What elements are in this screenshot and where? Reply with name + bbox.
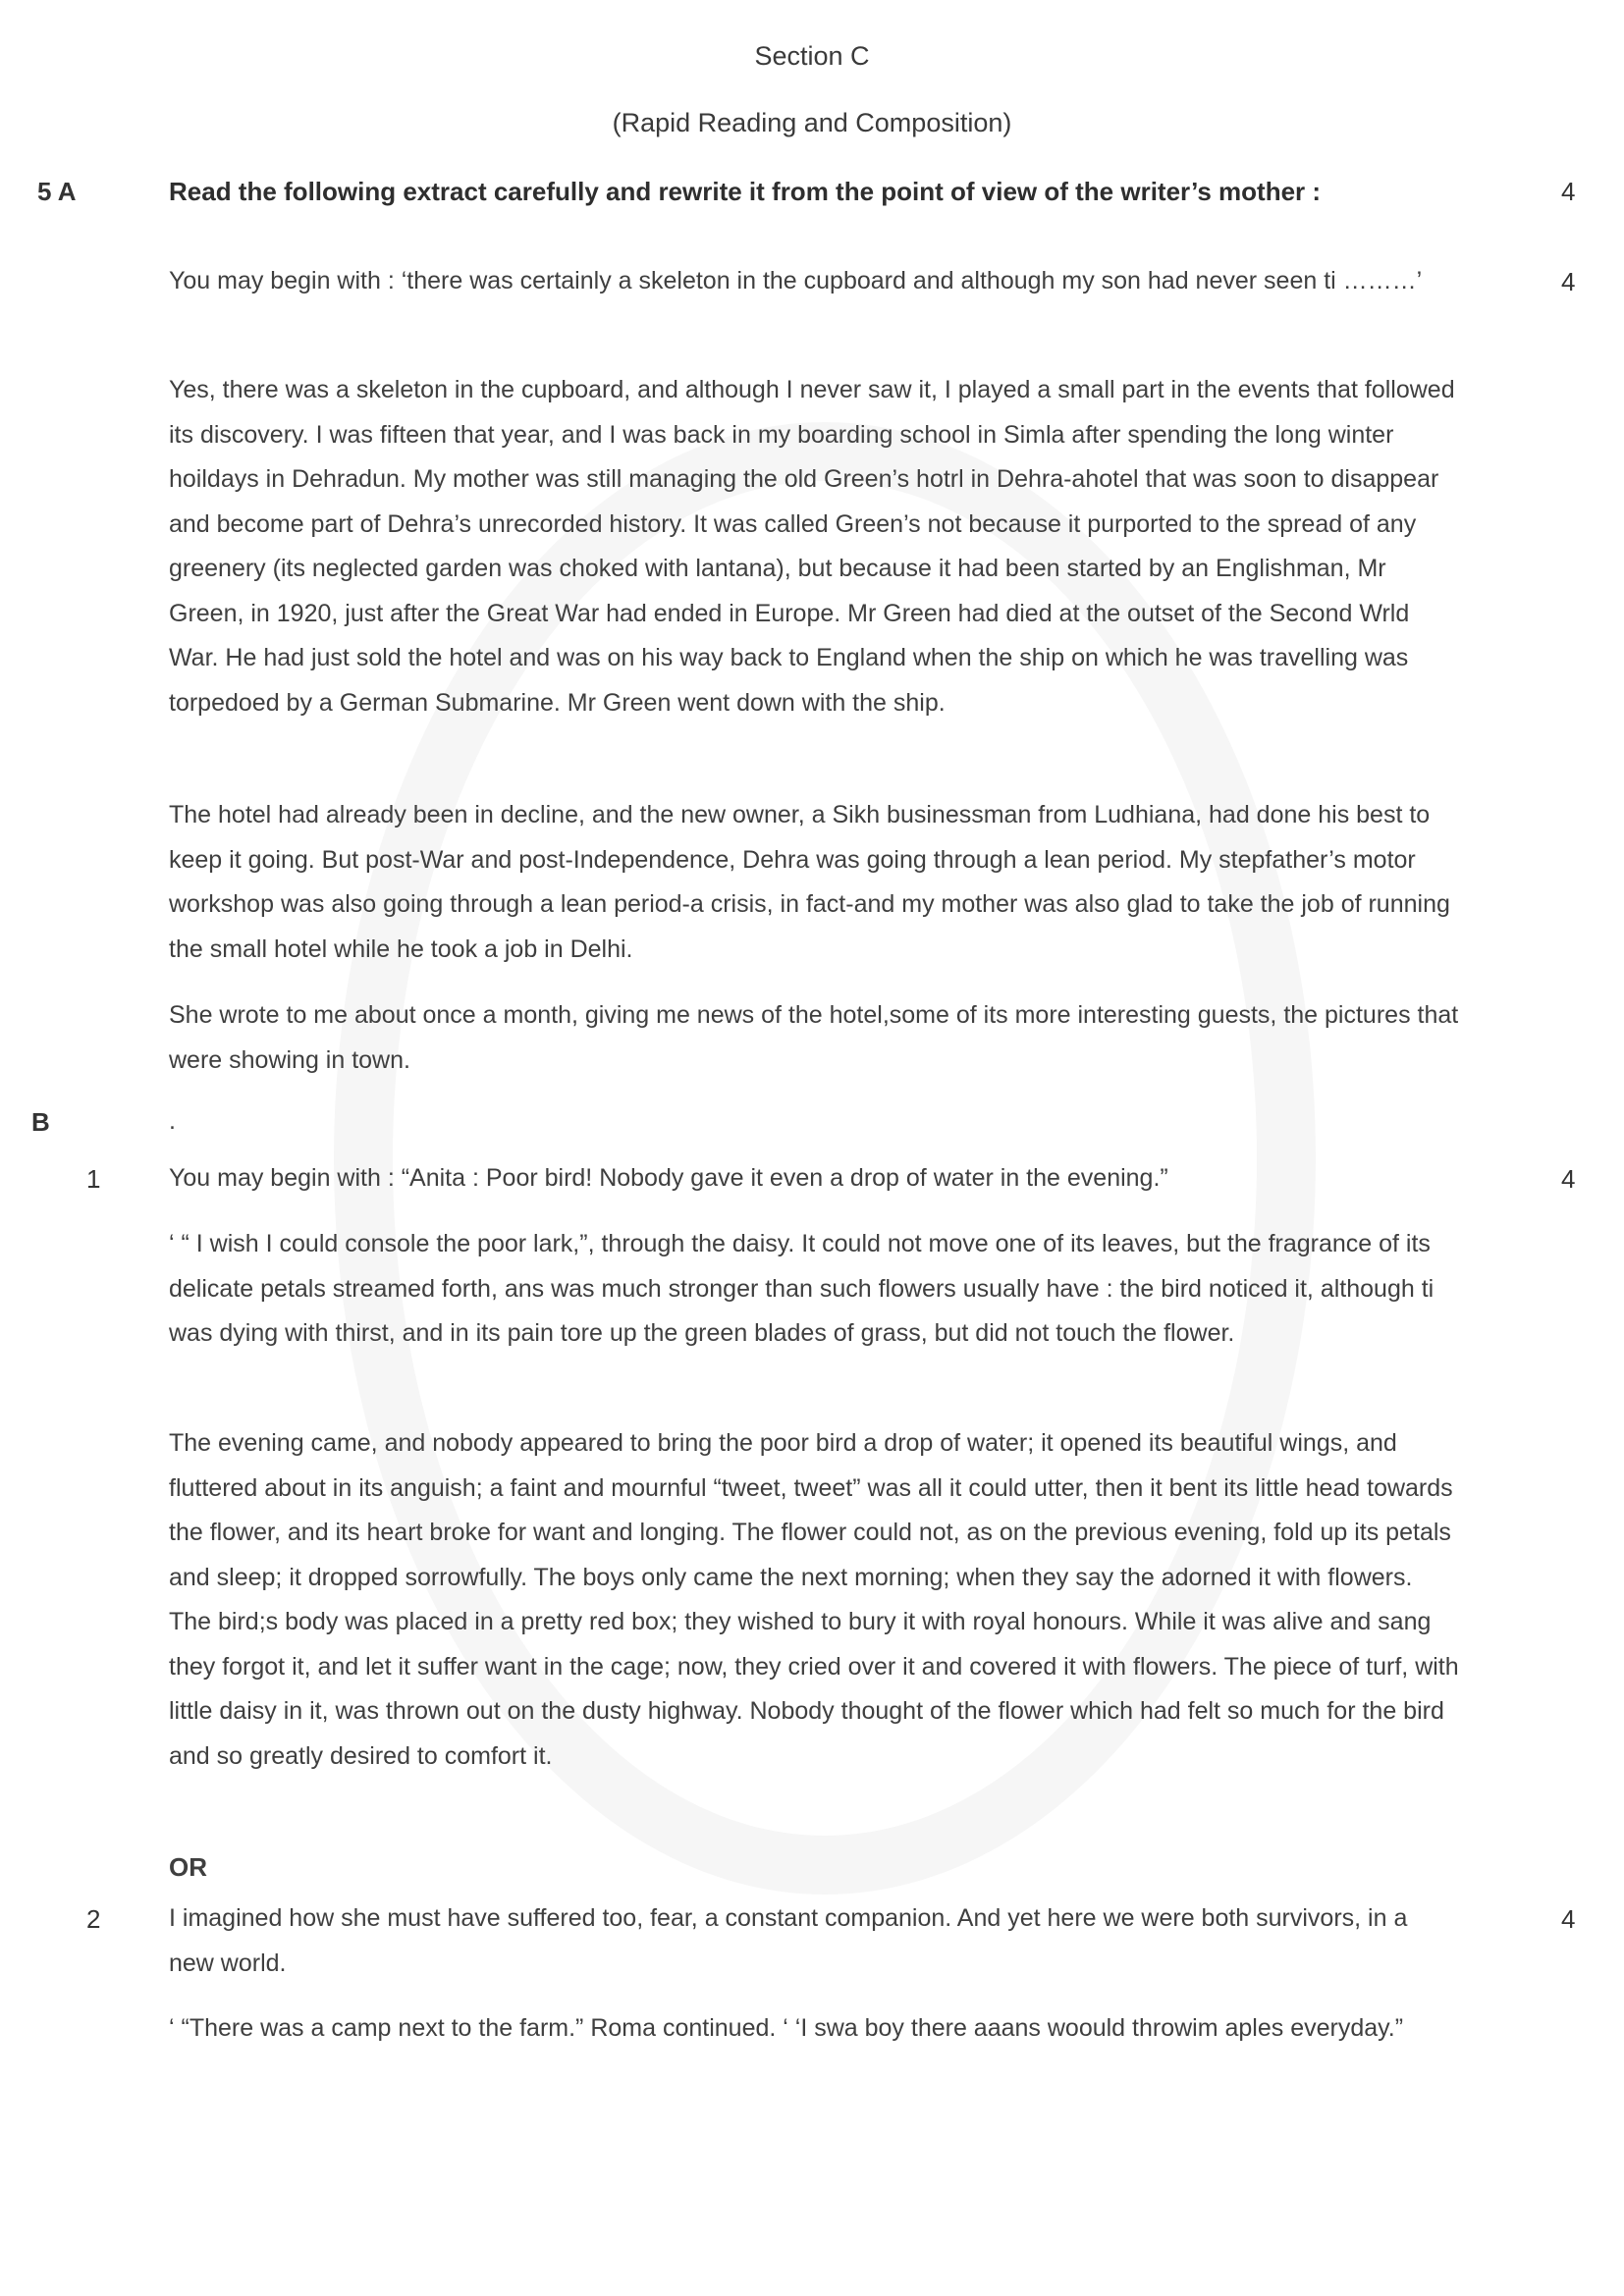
question-b2-marks: 4: [1561, 1904, 1576, 1934]
extract-b1-paragraph-1: ‘ “ I wish I could console the poor lark,”, through the daisy. It could not move one of its leaves, but the fragrance of its delicate petals streamed forth, ans was much stronger than such flowers usually have : the bird noticed it, although ti was dying with thirst, and in its pain tore up the green blades of grass, but did not touch the flower.: [169, 1230, 1435, 1347]
question-b2-text: I imagined how she must have suffered too, fear, a constant companion. And yet here we were both survivors, in a new world.: [169, 1904, 1408, 1977]
extract-5a-paragraph-3: She wrote to me about once a month, giving me news of the hotel,some of its more interesting guests, the pictures that were showing in town.: [169, 1001, 1459, 1074]
or-label: OR: [169, 1852, 207, 1882]
extract-5a-paragraph-2: The hotel had already been in decline, and the new owner, a Sikh businessman from Ludhiana, had done his best to keep it going. But post-War and post-Independence, Dehra was going through a lean period. My stepfather’s motor workshop was also going through a lean period-a crisis, in fact-and my mother was also glad to take the job of running the small hotel while he took a job in Delhi.: [169, 801, 1450, 963]
question-5a-label: 5 A: [37, 177, 77, 206]
question-b1-marks: 4: [1561, 1164, 1576, 1194]
question-5a-instruction: Read the following extract carefully and rewrite it from the point of view of the writer’s mother :: [169, 177, 1322, 206]
question-b-label: B: [31, 1107, 50, 1137]
question-b1-begin-hint: You may begin with : “Anita : Poor bird! Nobody gave it even a drop of water in the evening.”: [169, 1164, 1168, 1192]
question-b2-number: 2: [86, 1904, 101, 1934]
question-b1-number: 1: [86, 1164, 101, 1194]
question-b-dot: .: [169, 1107, 176, 1135]
section-subtitle: (Rapid Reading and Composition): [612, 108, 1012, 137]
question-b2-quote: ‘ “There was a camp next to the farm.” Roma continued. ‘ ‘I swa boy there aaans woould throwim aples everyday.”: [169, 2014, 1404, 2042]
extract-b1-paragraph-2: The evening came, and nobody appeared to bring the poor bird a drop of water; it opened its beautiful wings, and fluttered about in its anguish; a faint and mournful “tweet, tweet” was all it could utter, then it bent its little head towards the flower, and its heart broke for want and longing. The flower could not, as on the previous evening, fold up its petals and sleep; it dropped sorrowfully. The boys only came the next morning; when they say the adorned it with flowers. The bird;s body was placed in a pretty red box; they wished to bury it with royal honours. While it was alive and sang they forgot it, and let it suffer want in the cage; now, they cried over it and covered it with flowers. The piece of turf, with little daisy in it, was thrown out on the dusty highway. Nobody thought of the flower which had felt so much for the bird and so greatly desired to comfort it.: [169, 1429, 1459, 1770]
question-5a-begin-marks: 4: [1561, 267, 1576, 296]
question-5a-begin-hint: You may begin with : ‘there was certainly a skeleton in the cupboard and although my son had never seen ti ………’: [169, 267, 1423, 294]
extract-5a-paragraph-1: Yes, there was a skeleton in the cupboard, and although I never saw it, I played a small part in the events that followed its discovery. I was fifteen that year, and I was back in my boarding school in Simla after spending the long winter hoildays in Dehradun. My mother was still managing the old Green’s hotrl in Dehra-ahotel that was soon to disappear and become part of Dehra’s unrecorded history. It was called Green’s not because it purported to the spread of any greenery (its neglected garden was choked with lantana), but because it had been started by an Englishman, Mr Green, in 1920, just after the Great War had ended in Europe. Mr Green had died at the outset of the Second Wrld War. He had just sold the hotel and was on his way back to England when the ship on which he was travelling was torpedoed by a German Submarine. Mr Green went down with the ship.: [169, 376, 1455, 717]
section-title: Section C: [754, 41, 870, 71]
question-5a-marks: 4: [1561, 177, 1576, 206]
